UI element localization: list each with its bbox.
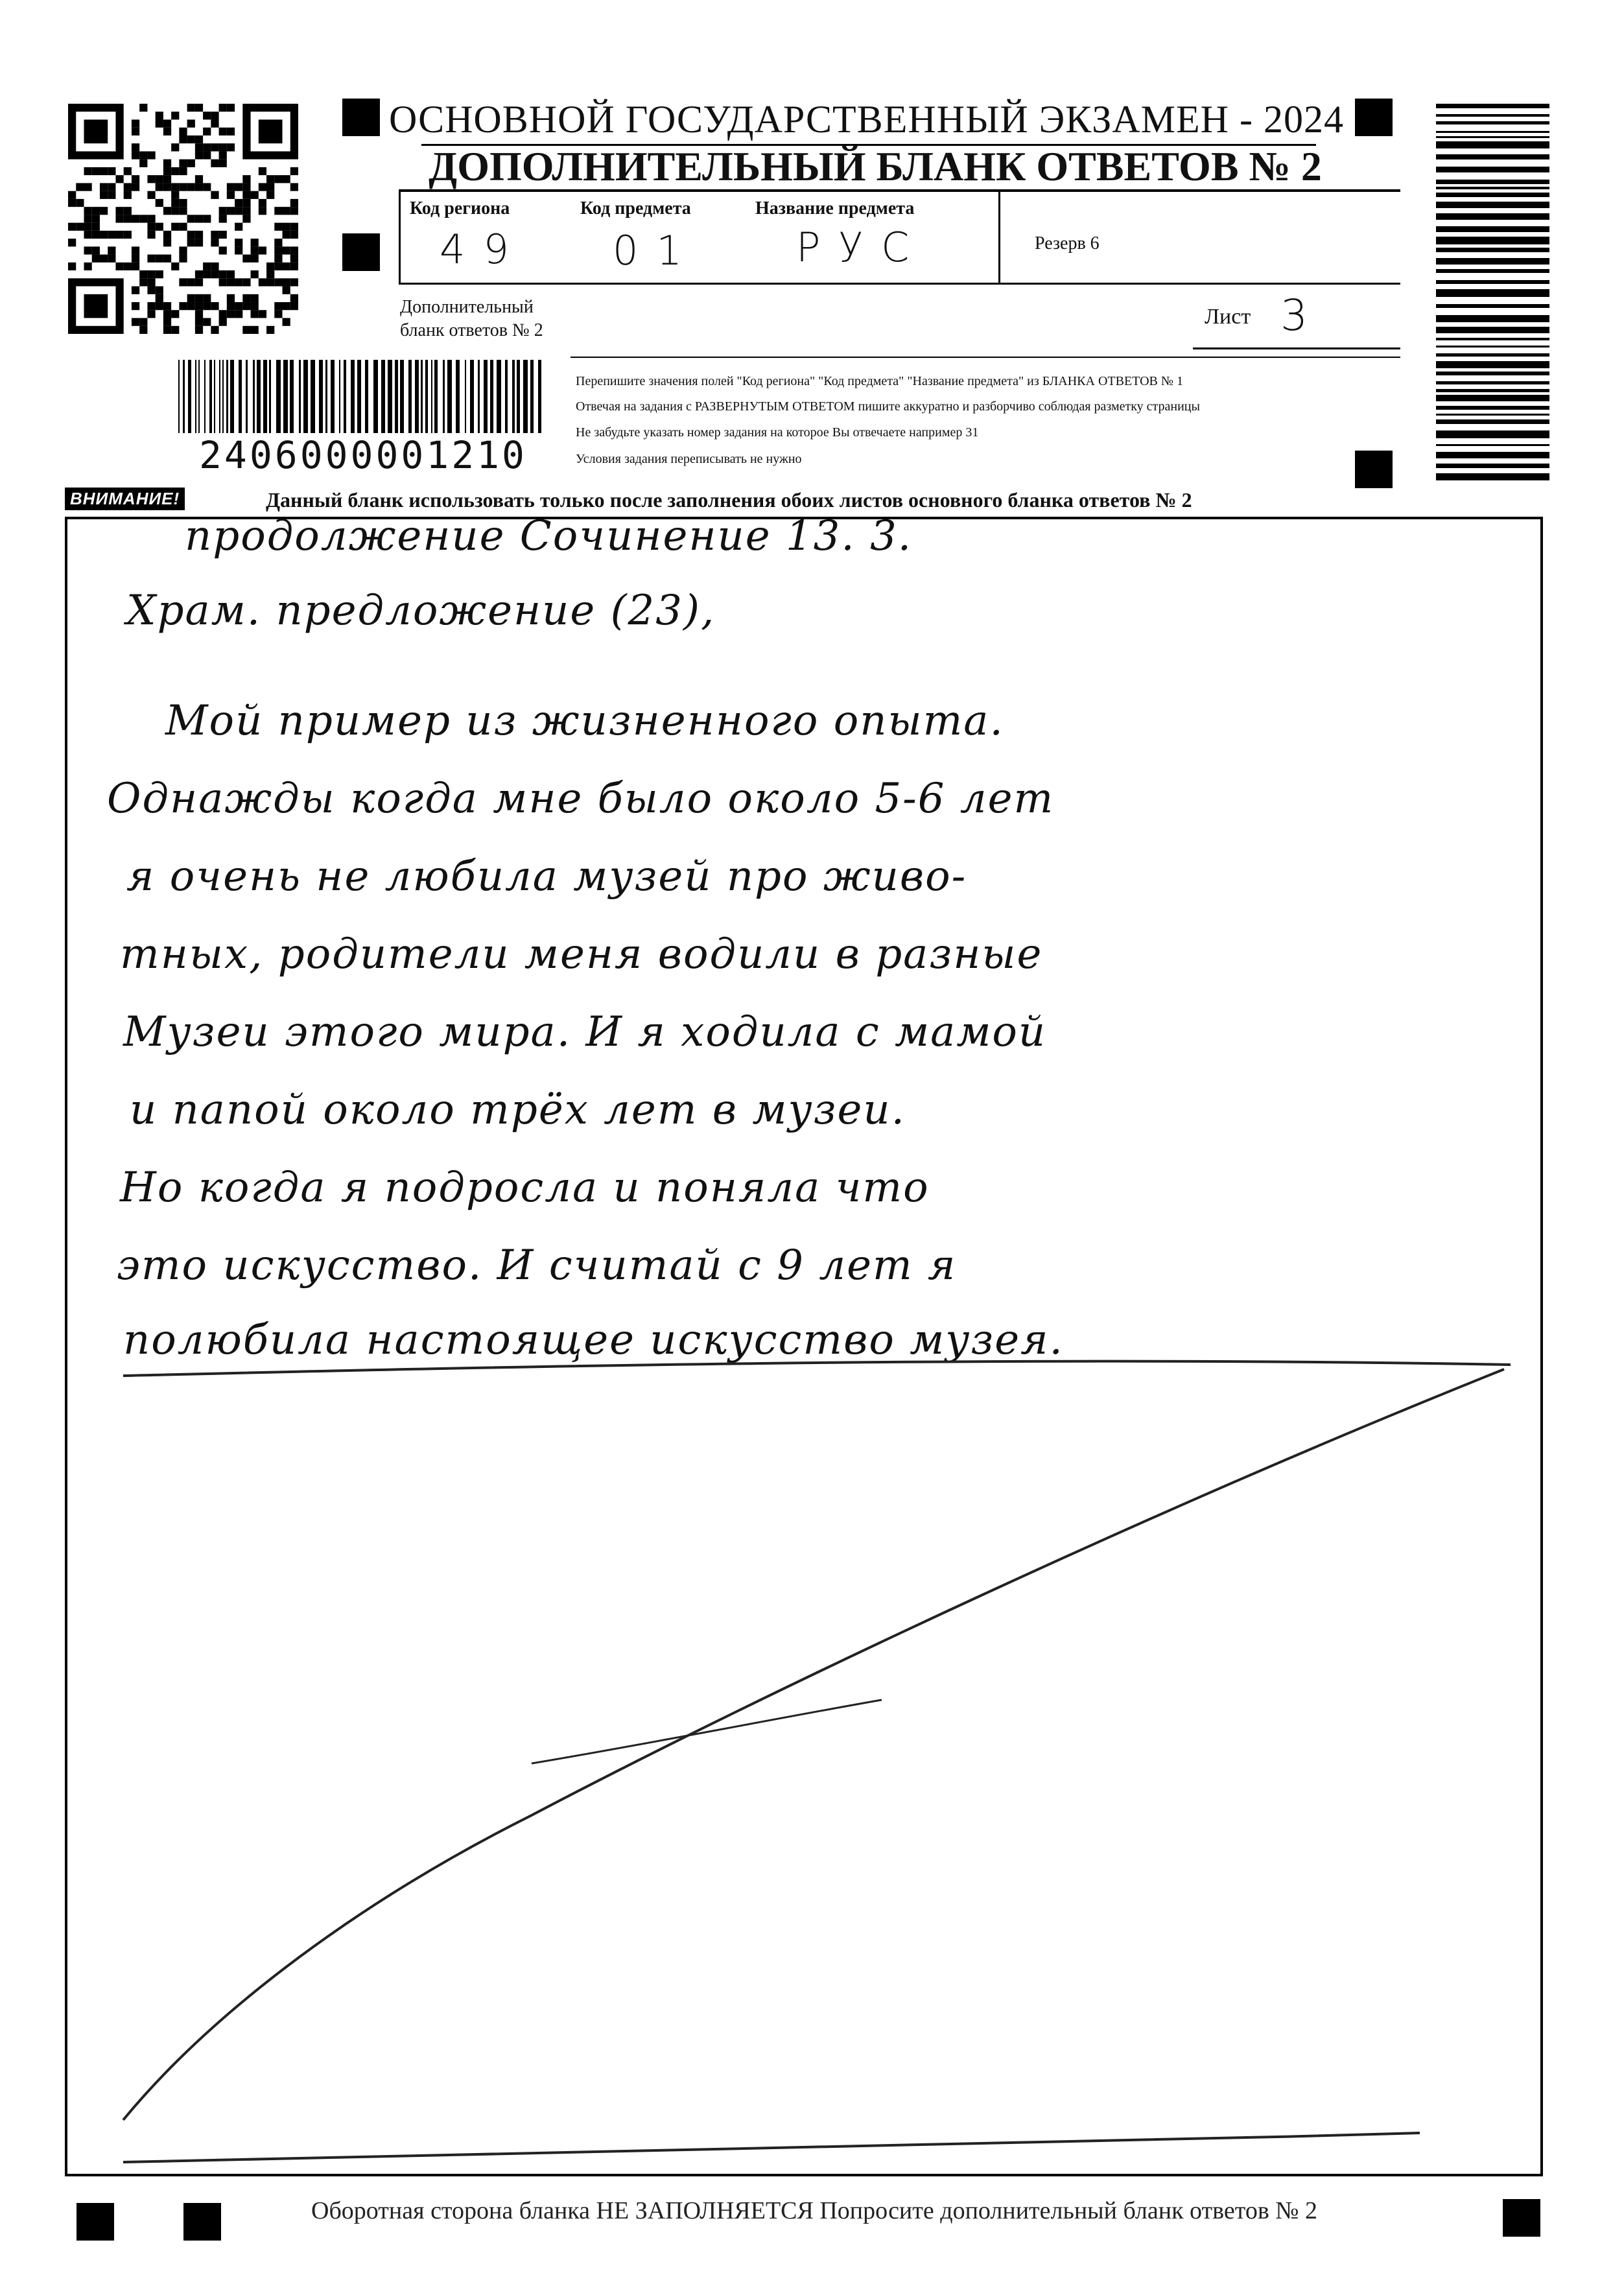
alignment-marker [342, 233, 380, 271]
alignment-marker [1503, 2199, 1540, 2237]
answer-line: полюбила настоящее искусство музея. [123, 1316, 1064, 1364]
field-divider [399, 192, 401, 283]
answer-line: это искусство. И считай с 9 лет я [117, 1242, 957, 1289]
attention-badge: ВНИМАНИЕ! [65, 488, 185, 510]
footer-note: Оборотная сторона бланка НЕ ЗАПОЛНЯЕТСЯ Попросите дополнительный бланк ответов № 2 [311, 2197, 1318, 2224]
answer-line: Но когда я подросла и поняла что [120, 1164, 930, 1212]
answer-line: продолжение Сочинение 13. 3. [185, 512, 913, 560]
region-code-label: Код региона [410, 198, 510, 218]
answer-line: тных, родители меня водили в разные [120, 930, 1043, 978]
answer-line: Храм. предложение (23), [126, 587, 716, 635]
alignment-marker [76, 2203, 114, 2241]
field-divider [998, 192, 1000, 283]
form-title: ДОПОЛНИТЕЛЬНЫЙ БЛАНК ОТВЕТОВ № 2 [429, 143, 1322, 189]
barcode-number: 2406000001210 [162, 433, 564, 477]
instruction-line: Отвечая на задания с РАЗВЕРНУТЫМ ОТВЕТОМ пишите аккуратно и разборчиво соблюдая разметку страницы [576, 399, 1200, 414]
form-label-line1: Дополнительный [400, 297, 534, 317]
subject-code-label: Код предмета [580, 198, 691, 218]
region-code-field[interactable]: 49 [440, 226, 527, 273]
qr-code [68, 104, 298, 334]
answer-line: Музеи этого мира. И я ходила с мамой [123, 1008, 1047, 1056]
instruction-rule [571, 357, 1400, 358]
form-label-line2: бланк ответов № 2 [400, 320, 543, 340]
side-barcode [1436, 104, 1549, 483]
alignment-marker [1355, 99, 1393, 136]
header-rule [399, 189, 1400, 192]
alignment-marker [1355, 451, 1393, 488]
alignment-marker [183, 2203, 221, 2241]
subject-code-field[interactable]: 01 [613, 227, 700, 274]
answer-line: Мой пример из жизненного опыта. [165, 697, 1004, 745]
instruction-line: Перепишите значения полей "Код региона" "Код предмета" "Название предмета" из БЛАНКА ОТВЕТОВ № 1 [576, 374, 1183, 388]
sheet-underline [1193, 347, 1400, 349]
subject-name-label: Название предмета [755, 198, 915, 218]
alignment-marker [342, 99, 380, 136]
sheet-label: Лист [1205, 305, 1251, 329]
attention-text: Данный бланк использовать только после заполнения обоих листов основного бланка ответов № 2 [266, 488, 1192, 512]
instruction-line: Условия задания переписывать не нужно [576, 452, 802, 466]
answer-line: и папой около трёх лет в музеи. [130, 1086, 906, 1134]
field-bottom-rule [399, 283, 1400, 285]
subject-name-field[interactable]: РУС [796, 224, 928, 271]
sheet-number-field[interactable]: 3 [1280, 290, 1308, 340]
exam-title: ОСНОВНОЙ ГОСУДАРСТВЕННЫЙ ЭКЗАМЕН - 2024 [389, 97, 1329, 142]
answer-line: Однажды когда мне было около 5-6 лет [107, 775, 1055, 823]
instruction-line: Не забудьте указать номер задания на которое Вы отвечаете например 31 [576, 425, 979, 440]
reserve-field: Резерв 6 [1035, 233, 1100, 253]
answer-line: я очень не любила музей про живо- [126, 853, 967, 901]
barcode [178, 360, 541, 441]
